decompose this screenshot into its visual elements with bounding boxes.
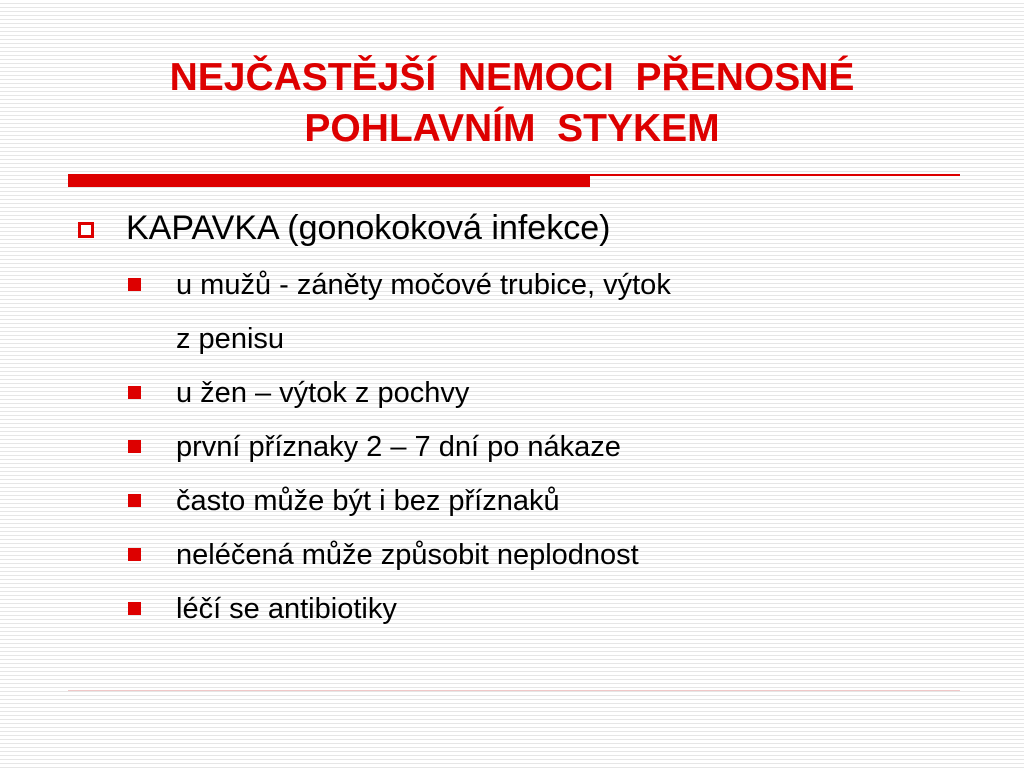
- square-bullet-icon: [128, 548, 141, 561]
- list-item-continuation: [78, 312, 958, 366]
- list-item: [78, 420, 958, 474]
- slide-title-line-2: POHLAVNÍM STYKEM: [304, 107, 720, 150]
- list-item-text: první příznaky 2 – 7 dní po nákaze: [176, 431, 621, 463]
- heading-bullet: [78, 204, 958, 258]
- title-underline-thin: [590, 174, 960, 176]
- list-item-text: léčí se antibiotiky: [176, 593, 397, 625]
- list-item: [78, 258, 958, 312]
- bullet-list: [78, 258, 958, 636]
- list-item: [78, 366, 958, 420]
- slide-content: [78, 204, 958, 636]
- heading-text: KAPAVKA (gonokoková infekce): [126, 209, 611, 247]
- square-bullet-icon: [128, 440, 141, 453]
- square-bullet-icon: [128, 386, 141, 399]
- title-underline-thick: [68, 174, 590, 187]
- list-item: [78, 528, 958, 582]
- square-bullet-icon: [128, 494, 141, 507]
- list-item: [78, 474, 958, 528]
- list-item-text: neléčená může způsobit neplodnost: [176, 539, 639, 571]
- list-item-text: u žen – výtok z pochvy: [176, 377, 470, 409]
- slide-title-line-1: NEJČASTĚJŠÍ NEMOCI PŘENOSNÉ: [169, 56, 855, 99]
- square-bullet-icon: [128, 278, 141, 291]
- hollow-square-bullet-icon: [78, 222, 94, 238]
- list-item-text: u mužů - záněty močové trubice, výtok: [176, 269, 671, 301]
- list-item-text: často může být i bez příznaků: [176, 485, 560, 517]
- list-item-text: z penisu: [176, 323, 285, 355]
- slide-title: [60, 52, 964, 154]
- list-item: [78, 582, 958, 636]
- footer-divider: [68, 690, 960, 691]
- square-bullet-icon: [128, 602, 141, 615]
